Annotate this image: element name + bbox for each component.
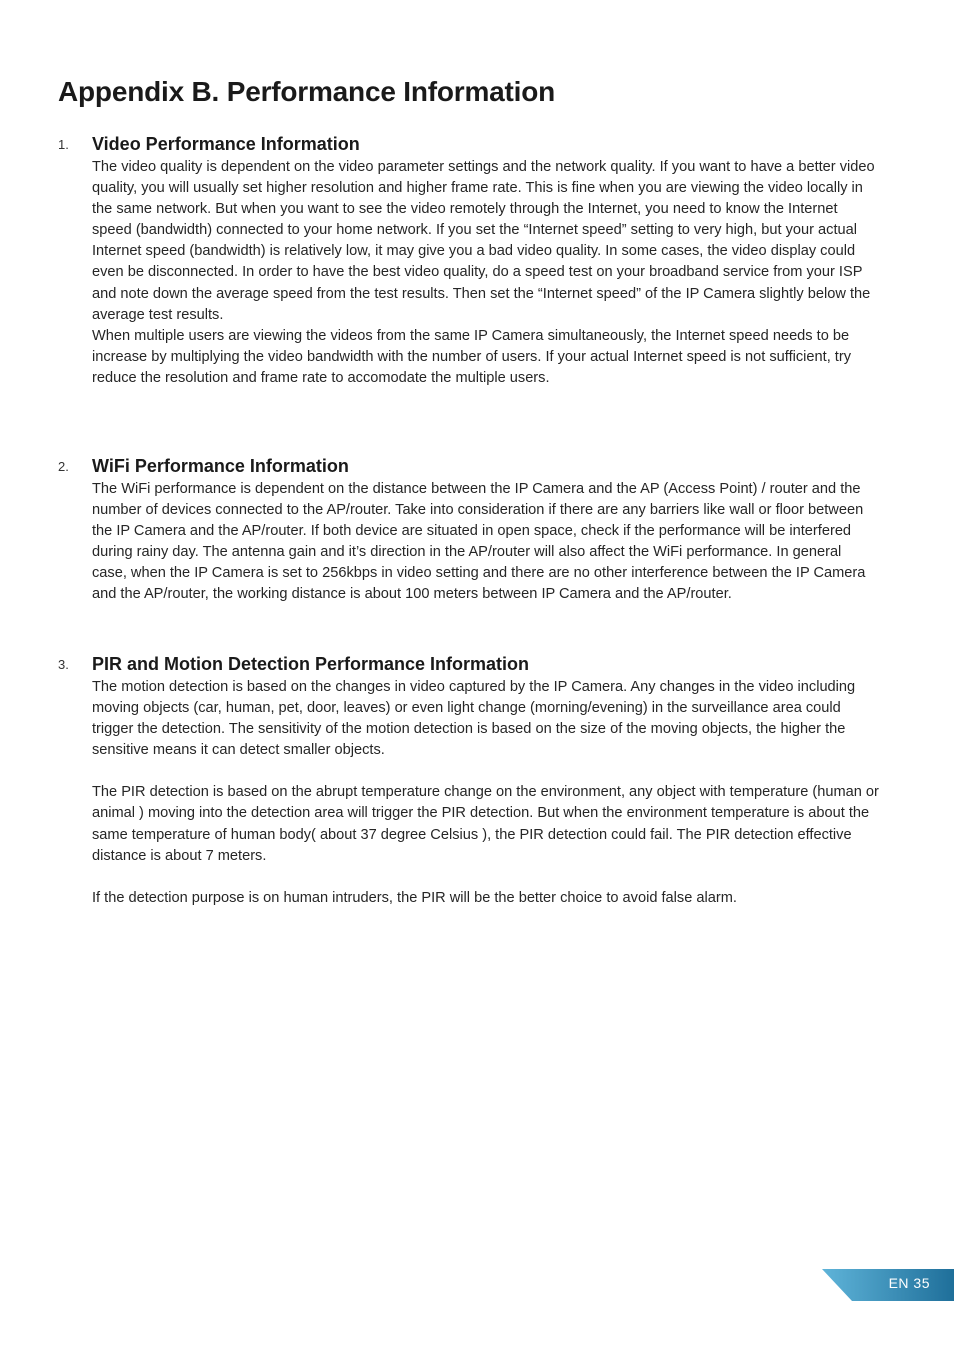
- section-number: 3.: [58, 657, 69, 672]
- section-heading: WiFi Performance Information: [92, 456, 349, 476]
- section-wifi-performance: [58, 455, 880, 606]
- section-pir-motion-detection: [58, 653, 880, 909]
- paragraph: The PIR detection is based on the abrupt temperature change on the environment, any object with temperature (human or animal ) moving into the detection area will trigger the PIR detection. But when the environment temperature is about the same temperature of human body( about 37 degree Celsius ), the PIR detection could fail. The PIR detection effective distance is about 7 meters.: [92, 784, 879, 864]
- page-number-tab: [822, 1269, 954, 1301]
- paragraph: The motion detection is based on the changes in video captured by the IP Camera. Any changes in the video including moving objects (car, human, pet, door, leaves) or even light change (morning/evening) in the surveillance area could trigger the detection. The sensitivity of the motion detection is based on the size of the moving objects, the higher the sensitive means it can detect smaller objects.: [92, 679, 856, 759]
- paragraph: When multiple users are viewing the videos from the same IP Camera simultaneously, the Internet speed needs to be increase by multiplying the video bandwidth with the number of users. If your actual Internet speed is not sufficient, try reduce the resolution and frame rate to accomodate the multiple users.: [92, 327, 852, 386]
- page-number-label: EN 35: [888, 1275, 930, 1291]
- section-number: 2.: [58, 459, 69, 474]
- page-title: Appendix B. Performance Information: [58, 76, 556, 107]
- paragraph: If the detection purpose is on human intruders, the PIR will be the better choice to avoid false alarm.: [92, 889, 737, 906]
- section-video-performance: [58, 133, 880, 389]
- paragraph: The WiFi performance is dependent on the distance between the IP Camera and the AP (Access Point) / router and the number of devices connected to the AP/router. Take into consideration if there are any barriers like wall or floor between the IP Camera and the AP/router. If both device are situated in open space, check if the performance will be interfered during rainy day. The antenna gain and it’s direction in the AP/router will also affect the WiFi performance. In general case, when the IP Camera is set to 256kbps in video setting and there are no other interference between the IP Camera and the AP/router, the working distance is about 100 meters between IP Camera and the AP/router.: [92, 481, 866, 603]
- section-number: 1.: [58, 137, 69, 152]
- paragraph: The video quality is dependent on the video parameter settings and the network quality. If you want to have a better video quality, you will usually set higher resolution and higher frame rate. This is fine when you are viewing the video locally in the same network. But when you want to see the video remotely through the Internet, you need to know the Internet speed (bandwidth) connected to your home network. If you set the “Internet speed” setting to very high, but your actual Internet speed (bandwidth) is relatively low, it may give you a bad video quality. In some cases, the video display could even be disconnected. In order to have the best video quality, do a speed test on your broadband service from your ISP and note down the average speed from the test results. Then set the “Internet speed” of the IP Camera slightly below the average test results.: [92, 159, 875, 323]
- section-heading: Video Performance Information: [92, 134, 360, 154]
- section-heading: PIR and Motion Detection Performance Information: [92, 654, 530, 674]
